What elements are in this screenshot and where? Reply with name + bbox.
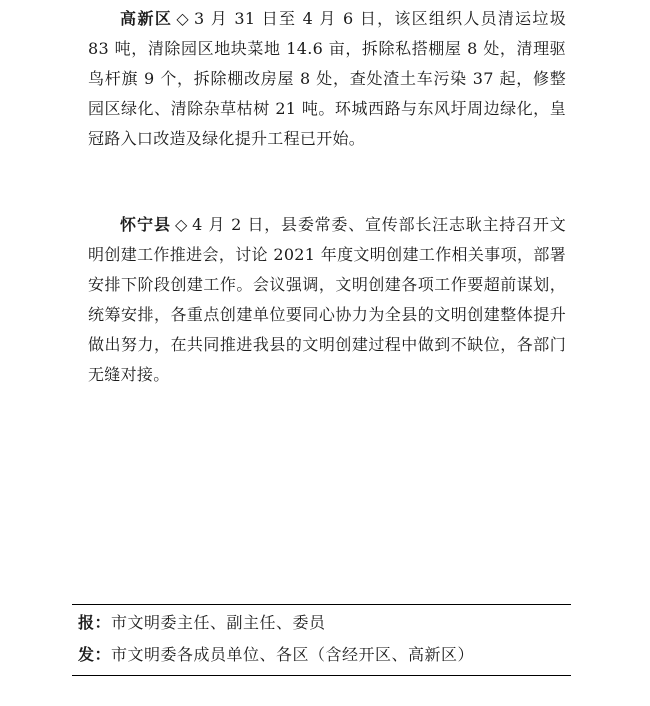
send-to-line	[78, 645, 568, 665]
send-label: 发：	[78, 645, 112, 664]
report-label: 报：	[78, 613, 112, 632]
news-paragraph-huaining	[88, 210, 566, 390]
paragraph-body: 3 月 31 日至 4 月 6 日，该区组织人员清运垃圾 83 吨，清除园区地块菜地 14.6 亩，拆除私搭棚屋 8 处，清理驱鸟杆旗 9 个，拆除棚改房屋 8 处，查处渣土车污染 37 起，修整园区绿化、清除杂草枯树 21 吨。环城西路与东风圩周边绿化，皇冠路入口改造及绿化提升工程已开始。	[88, 9, 566, 148]
district-name: 高新区	[120, 9, 173, 28]
send-recipients: 市文明委各成员单位、各区（含经开区、高新区）	[111, 645, 475, 664]
diamond-icon: ◇	[174, 215, 189, 234]
diamond-icon: ◇	[176, 9, 190, 28]
divider-bottom	[72, 675, 571, 676]
news-paragraph-gaoxin	[88, 4, 566, 154]
report-recipients: 市文明委主任、副主任、委员	[111, 613, 326, 632]
paragraph-body: 4 月 2 日，县委常委、宣传部长汪志耿主持召开文明创建工作推进会，讨论 2021 年度文明创建工作相关事项，部署安排下阶段创建工作。会议强调，文明创建各项工作要超前谋划，统筹安排，各重点创建单位要同心协力为全县的文明创建整体提升做出努力，在共同推进我县的文明创建过程中做到不缺位，各部门无缝对接。	[88, 215, 566, 384]
report-to-line	[78, 613, 568, 633]
divider-top	[72, 604, 571, 605]
district-name: 怀宁县	[120, 215, 171, 234]
